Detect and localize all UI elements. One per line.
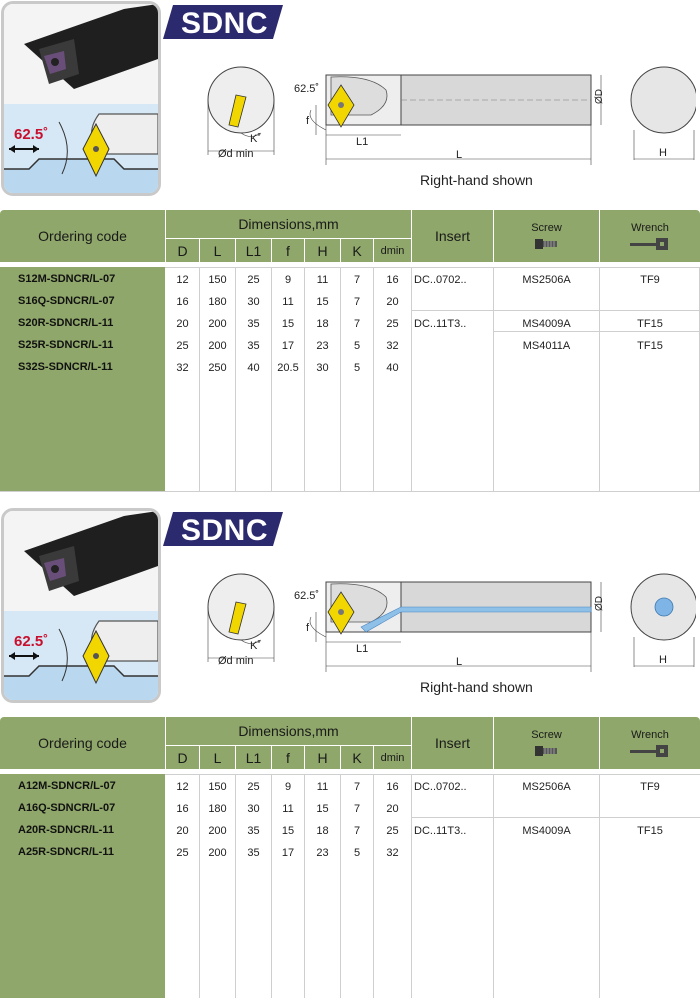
tool-photo: [1, 1, 161, 196]
product-section-sdnc-a: [0, 507, 700, 998]
col-header-insert: Insert: [412, 210, 493, 262]
dimension-cell-k: 5: [353, 847, 361, 859]
boring-bar-photo-illustration: [4, 4, 158, 193]
col-header-screw: [494, 717, 599, 769]
ordering-code-cell: S32S-SDNCR/L-11: [18, 361, 113, 373]
ordering-code-cell: A16Q-SDNCR/L-07: [18, 802, 116, 814]
dimension-cell-h: 30: [316, 362, 329, 374]
ordering-code-cell: A20R-SDNCR/L-11: [18, 824, 114, 836]
ordering-code-cell: A12M-SDNCR/L-07: [18, 780, 116, 792]
dimension-cell-d: 32: [176, 362, 189, 374]
dimension-cell-d: 16: [176, 803, 189, 815]
dimension-cell-f: 11: [282, 803, 294, 815]
wrench-header-label: Wrench: [631, 221, 669, 234]
dimension-cell-h: 15: [316, 803, 329, 815]
col-header-k: K: [341, 746, 373, 769]
diagram-angle-label: 62.5˚: [294, 83, 320, 95]
dimension-cell-d: 12: [176, 274, 189, 286]
insert-cell: DC..0702..: [414, 781, 467, 793]
dimension-cell-l: 150: [208, 781, 227, 793]
screw-cell: MS4009A: [522, 318, 571, 330]
screw-cell: [494, 842, 599, 864]
dimension-cell-d: 20: [176, 825, 189, 837]
insert-cell: [414, 335, 492, 357]
dimension-cell-l1: 25: [247, 274, 260, 286]
dimension-cell-k: 5: [353, 340, 361, 352]
dimension-cell-h: 23: [316, 847, 329, 859]
h-label: H: [659, 147, 667, 159]
col-header-screw: [494, 210, 599, 262]
dimension-cell-l1: 35: [247, 825, 260, 837]
dimension-cell-l: 250: [208, 362, 227, 374]
col-header-wrench: [600, 717, 700, 769]
dimension-cell-dmin: 16: [386, 274, 399, 286]
l-label: L: [456, 656, 463, 668]
insert-cell: [414, 798, 492, 820]
dimension-cell-l1: 30: [247, 803, 260, 815]
photo-angle-label: 62.5˚: [14, 633, 49, 650]
wrench-cell: TF9: [640, 274, 660, 286]
dimension-cell-dmin: 25: [386, 825, 399, 837]
dimension-cell-f: 20.5: [277, 362, 299, 374]
k-angle-label: K˚: [250, 133, 261, 145]
dimension-cell-l: 180: [208, 803, 227, 815]
h-label: H: [659, 654, 667, 666]
dimension-cell-f: 9: [284, 781, 292, 793]
dimension-cell-d: 25: [176, 340, 189, 352]
wrench-cell: [600, 357, 700, 379]
series-badge: [163, 5, 283, 39]
dmin-label: Ød min: [218, 148, 254, 160]
ordering-code-cell: S16Q-SDNCR/L-07: [18, 295, 115, 307]
col-header-l1: L1: [236, 746, 271, 769]
wrench-cell: [600, 842, 700, 864]
dimension-cell-l: 180: [208, 296, 227, 308]
screw-header-label: Screw: [531, 728, 562, 741]
ordering-code-cell: S12M-SDNCR/L-07: [18, 273, 116, 285]
dimension-cell-h: 18: [316, 318, 329, 330]
col-header-l1: L1: [236, 239, 271, 262]
wrench-icon: [630, 744, 670, 758]
l1-label: L1: [356, 643, 369, 655]
insert-cell: [414, 357, 492, 379]
dimension-cell-d: 16: [176, 296, 189, 308]
col-header-h: H: [305, 239, 340, 262]
col-header-l: L: [200, 239, 235, 262]
insert-cell: DC..0702..: [414, 274, 467, 286]
insert-cell: [414, 291, 492, 313]
ordering-code-cell: S25R-SDNCR/L-11: [18, 339, 114, 351]
screw-cell: [494, 291, 599, 313]
col-header-f: f: [272, 746, 304, 769]
spec-table: [0, 717, 700, 999]
dimension-cell-f: 17: [281, 340, 295, 352]
d-label: ØD: [594, 89, 605, 104]
col-header-dmin: dmin: [374, 239, 411, 262]
ordering-code-cell: S20R-SDNCR/L-11: [18, 317, 114, 329]
dimension-cell-l: 150: [208, 274, 227, 286]
dimension-cell-d: 25: [176, 847, 189, 859]
dimension-cell-dmin: 25: [386, 318, 399, 330]
dimension-cell-d: 12: [176, 781, 189, 793]
col-header-d: D: [166, 746, 199, 769]
col-header-d: D: [166, 239, 199, 262]
wrench-cell: [600, 798, 700, 820]
product-section-sdnc-s: [0, 0, 700, 492]
screw-cell: MS4009A: [522, 825, 571, 837]
dimension-cell-k: 7: [353, 825, 361, 837]
screw-cell: MS4011A: [522, 340, 571, 352]
insert-cell: DC..11T3..: [414, 825, 467, 837]
dimension-cell-h: 18: [316, 825, 329, 837]
screw-header-label: Screw: [531, 221, 562, 234]
l-label: L: [456, 149, 463, 161]
wrench-header-label: Wrench: [631, 728, 669, 741]
col-header-insert: Insert: [412, 717, 493, 769]
k-angle-label: K˚: [250, 640, 261, 652]
dimension-cell-dmin: 16: [386, 781, 399, 793]
col-header-l: L: [200, 746, 235, 769]
dimension-cell-f: 15: [281, 318, 295, 330]
col-header-dimensions: Dimensions,mm: [166, 210, 411, 238]
dimension-cell-k: 7: [353, 803, 361, 815]
series-title: SDNC: [181, 7, 269, 40]
series-title: SDNC: [181, 514, 269, 547]
dmin-label: Ød min: [218, 655, 254, 667]
screw-icon: [535, 744, 559, 758]
dimension-cell-l1: 30: [247, 296, 260, 308]
insert-cell: [414, 842, 492, 864]
col-header-f: f: [272, 239, 304, 262]
dimension-cell-l1: 25: [247, 781, 260, 793]
dimension-cell-k: 7: [353, 274, 361, 286]
screw-cell: [494, 357, 599, 379]
photo-angle-label: 62.5˚: [14, 126, 49, 143]
dimension-cell-k: 5: [353, 362, 361, 374]
wrench-icon: [630, 237, 670, 251]
dimension-cell-l: 200: [208, 847, 227, 859]
dimension-cell-dmin: 32: [386, 340, 399, 352]
dimension-cell-dmin: 40: [386, 362, 399, 374]
f-label: f: [306, 115, 310, 127]
wrench-cell: [600, 291, 700, 313]
screw-cell: MS2506A: [522, 781, 571, 793]
dimension-cell-l1: 35: [247, 847, 260, 859]
dimension-cell-h: 15: [316, 296, 329, 308]
col-header-ordering-code: Ordering code: [0, 717, 165, 769]
screw-cell: MS2506A: [522, 274, 571, 286]
diagram-caption: Right-hand shown: [420, 172, 533, 188]
series-badge: [163, 512, 283, 546]
wrench-cell: TF9: [640, 781, 660, 793]
dimension-cell-l: 200: [208, 340, 227, 352]
diagram-caption: Right-hand shown: [420, 679, 533, 695]
col-header-k: K: [341, 239, 373, 262]
dimension-cell-dmin: 32: [386, 847, 399, 859]
f-label: f: [306, 622, 310, 634]
dimension-cell-d: 20: [176, 318, 189, 330]
col-header-ordering-code: Ordering code: [0, 210, 165, 262]
dimension-cell-f: 15: [281, 825, 295, 837]
screw-icon: [535, 237, 559, 251]
wrench-cell: TF15: [637, 340, 663, 352]
ordering-code-cell: A25R-SDNCR/L-11: [18, 846, 114, 858]
dimension-cell-l: 200: [208, 318, 227, 330]
dimension-cell-dmin: 20: [386, 296, 399, 308]
diagram-angle-label: 62.5˚: [294, 590, 320, 602]
dimension-cell-f: 9: [284, 274, 292, 286]
col-header-wrench: [600, 210, 700, 262]
l1-label: L1: [356, 136, 369, 148]
dimension-cell-f: 17: [281, 847, 295, 859]
dimension-cell-k: 7: [353, 781, 361, 793]
dimension-cell-l: 200: [208, 825, 227, 837]
screw-cell: [494, 798, 599, 820]
dimension-cell-k: 7: [353, 296, 361, 308]
d-label: ØD: [594, 596, 605, 611]
wrench-cell: TF15: [637, 825, 663, 837]
boring-bar-photo-illustration: [4, 511, 158, 700]
spec-table: [0, 210, 700, 492]
dimension-cell-dmin: 20: [386, 803, 399, 815]
col-header-dimensions: Dimensions,mm: [166, 717, 411, 745]
dimension-cell-l1: 35: [247, 318, 260, 330]
dimension-cell-l1: 35: [247, 340, 260, 352]
dimension-cell-f: 11: [282, 296, 294, 308]
insert-cell: DC..11T3..: [414, 318, 467, 330]
dimension-cell-h: 11: [316, 781, 329, 793]
dimension-cell-l1: 40: [247, 362, 260, 374]
col-header-dmin: dmin: [374, 746, 411, 769]
dimension-cell-h: 23: [316, 340, 329, 352]
wrench-cell: TF15: [637, 318, 663, 330]
tool-photo: [1, 508, 161, 703]
dimension-cell-k: 7: [353, 318, 361, 330]
col-header-h: H: [305, 746, 340, 769]
dimension-cell-h: 11: [316, 274, 329, 286]
